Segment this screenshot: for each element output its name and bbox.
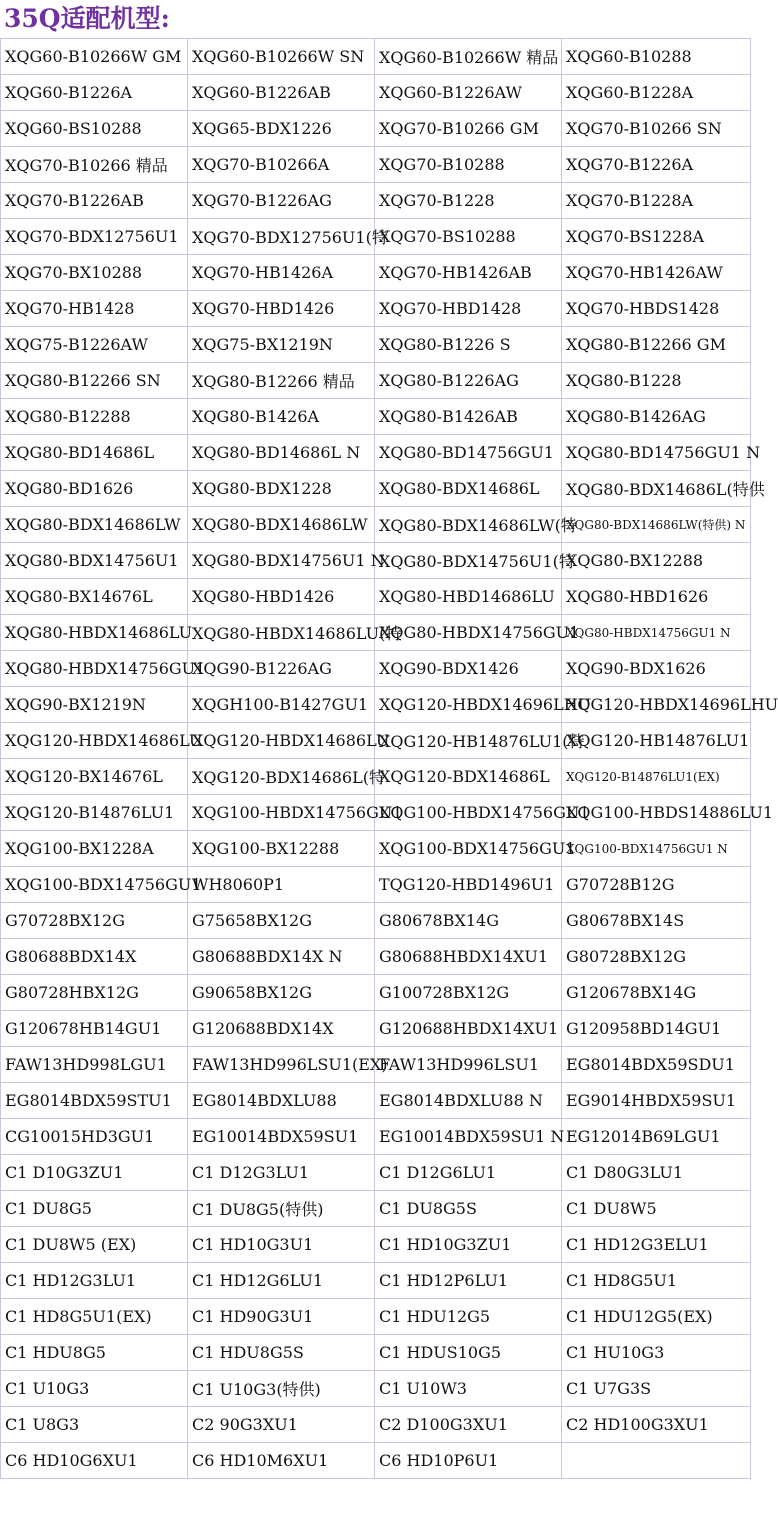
model-cell: XQGH100-B1427GU1 bbox=[188, 687, 375, 723]
model-cell: XQG100-BX1228A bbox=[1, 831, 188, 867]
table-row bbox=[1, 687, 751, 723]
model-cell: C1 DU8W5 bbox=[562, 1191, 751, 1227]
model-cell: XQG70-B10266 GM bbox=[375, 111, 562, 147]
model-cell: XQG120-BX14676L bbox=[1, 759, 188, 795]
model-cell: XQG80-HBD1626 bbox=[562, 579, 751, 615]
model-cell: C1 HDU8G5S bbox=[188, 1335, 375, 1371]
model-cell: XQG80-BDX14686LW(特供) N bbox=[562, 507, 751, 543]
model-cell: C1 HD12P6LU1 bbox=[375, 1263, 562, 1299]
model-cell: XQG70-BS10288 bbox=[375, 219, 562, 255]
table-row bbox=[1, 363, 751, 399]
model-cell: XQG80-HBD14686LU bbox=[375, 579, 562, 615]
model-cell bbox=[562, 1443, 751, 1479]
model-cell: C6 HD10G6XU1 bbox=[1, 1443, 188, 1479]
model-cell: G120688HBDX14XU1 bbox=[375, 1011, 562, 1047]
model-cell: XQG80-HBDX14756GU1 N bbox=[562, 615, 751, 651]
model-cell: C1 DU8W5 (EX) bbox=[1, 1227, 188, 1263]
model-cell: G80688HBDX14XU1 bbox=[375, 939, 562, 975]
model-cell: XQG100-BDX14756GU1 bbox=[375, 831, 562, 867]
model-cell: XQG80-BDX14686LW bbox=[1, 507, 188, 543]
table-row bbox=[1, 147, 751, 183]
model-cell: XQG70-B10288 bbox=[375, 147, 562, 183]
table-row bbox=[1, 1407, 751, 1443]
model-cell: C1 DU8G5 bbox=[1, 1191, 188, 1227]
model-cell: C1 HDU12G5(EX) bbox=[562, 1299, 751, 1335]
model-cell: C1 HDUS10G5 bbox=[375, 1335, 562, 1371]
model-cell: XQG90-BDX1626 bbox=[562, 651, 751, 687]
model-cell: XQG80-BDX14756U1(特 bbox=[375, 543, 562, 579]
model-cell: XQG120-HB14876LU1(特 bbox=[375, 723, 562, 759]
model-cell: C1 DU8G5(特供) bbox=[188, 1191, 375, 1227]
model-cell: EG8014BDXLU88 bbox=[188, 1083, 375, 1119]
model-cell: XQG80-BDX14686LW bbox=[188, 507, 375, 543]
model-cell: G90658BX12G bbox=[188, 975, 375, 1011]
model-cell: XQG80-BDX14686L bbox=[375, 471, 562, 507]
model-cell: C1 HD10G3U1 bbox=[188, 1227, 375, 1263]
model-cell: XQG80-BD14756GU1 bbox=[375, 435, 562, 471]
table-row bbox=[1, 1191, 751, 1227]
model-cell: C1 D10G3ZU1 bbox=[1, 1155, 188, 1191]
model-cell: EG10014BDX59SU1 N bbox=[375, 1119, 562, 1155]
model-cell: XQG90-BX1219N bbox=[1, 687, 188, 723]
model-cell: C1 HD10G3ZU1 bbox=[375, 1227, 562, 1263]
table-row bbox=[1, 759, 751, 795]
model-cell: XQG80-HBDX14686LU bbox=[1, 615, 188, 651]
model-cell: XQG80-BDX14686L(特供 bbox=[562, 471, 751, 507]
model-cell: G75658BX12G bbox=[188, 903, 375, 939]
model-cell: XQG70-HB1428 bbox=[1, 291, 188, 327]
model-cell: XQG120-HB14876LU1 bbox=[562, 723, 751, 759]
model-cell: XQG70-BX10288 bbox=[1, 255, 188, 291]
table-row bbox=[1, 1227, 751, 1263]
table-row bbox=[1, 795, 751, 831]
model-cell: G80678BX14S bbox=[562, 903, 751, 939]
model-cell: C1 D80G3LU1 bbox=[562, 1155, 751, 1191]
table-row bbox=[1, 903, 751, 939]
table-row bbox=[1, 111, 751, 147]
model-cell: XQG80-B12288 bbox=[1, 399, 188, 435]
model-cell: XQG80-BD1626 bbox=[1, 471, 188, 507]
model-cell: XQG60-BS10288 bbox=[1, 111, 188, 147]
model-cell: TQG120-HBD1496U1 bbox=[375, 867, 562, 903]
model-cell: XQG90-B1226AG bbox=[188, 651, 375, 687]
model-cell: FAW13HD998LGU1 bbox=[1, 1047, 188, 1083]
table-row bbox=[1, 651, 751, 687]
model-cell: XQG75-BX1219N bbox=[188, 327, 375, 363]
model-cell: XQG70-B1226AB bbox=[1, 183, 188, 219]
model-cell: C1 U10G3(特供) bbox=[188, 1371, 375, 1407]
model-cell: XQG100-HBDX14756GU1 bbox=[375, 795, 562, 831]
model-cell: C1 HD12G6LU1 bbox=[188, 1263, 375, 1299]
model-cell: C1 HU10G3 bbox=[562, 1335, 751, 1371]
model-cell: XQG80-BD14686L N bbox=[188, 435, 375, 471]
model-cell: XQG70-B1226A bbox=[562, 147, 751, 183]
table-row bbox=[1, 615, 751, 651]
table-row bbox=[1, 255, 751, 291]
model-cell: XQG80-BDX14686LW(特 bbox=[375, 507, 562, 543]
model-cell: XQG120-BDX14686L(特 bbox=[188, 759, 375, 795]
model-cell: XQG100-HBDS14886LU1 bbox=[562, 795, 751, 831]
model-cell: XQG120-B14876LU1(EX) bbox=[562, 759, 751, 795]
model-cell: EG8014BDX59STU1 bbox=[1, 1083, 188, 1119]
model-cell: XQG70-HB1426AW bbox=[562, 255, 751, 291]
model-cell: XQG75-B1226AW bbox=[1, 327, 188, 363]
table-row bbox=[1, 831, 751, 867]
model-cell: XQG70-B1228A bbox=[562, 183, 751, 219]
model-cell: C1 U8G3 bbox=[1, 1407, 188, 1443]
model-cell: C1 D12G6LU1 bbox=[375, 1155, 562, 1191]
model-cell: XQG100-BDX14756GU1 N bbox=[562, 831, 751, 867]
model-cell: XQG80-B12266 GM bbox=[562, 327, 751, 363]
model-cell: XQG120-HBDX14686LU bbox=[1, 723, 188, 759]
model-cell: XQG60-B1226AW bbox=[375, 75, 562, 111]
model-cell: XQG120-B14876LU1 bbox=[1, 795, 188, 831]
model-cell: XQG60-B1228A bbox=[562, 75, 751, 111]
model-cell: XQG60-B10266W 精品 bbox=[375, 39, 562, 75]
model-cell: XQG80-B12266 精品 bbox=[188, 363, 375, 399]
model-cell: XQG100-BDX14756GU1 bbox=[1, 867, 188, 903]
model-cell: C1 HD8G5U1(EX) bbox=[1, 1299, 188, 1335]
model-cell: XQG80-B1228 bbox=[562, 363, 751, 399]
model-cell: FAW13HD996LSU1 bbox=[375, 1047, 562, 1083]
model-cell: C1 DU8G5S bbox=[375, 1191, 562, 1227]
table-row bbox=[1, 1299, 751, 1335]
model-cell: C2 D100G3XU1 bbox=[375, 1407, 562, 1443]
model-cell: XQG70-HBD1428 bbox=[375, 291, 562, 327]
model-cell: WH8060P1 bbox=[188, 867, 375, 903]
model-cell: C1 U7G3S bbox=[562, 1371, 751, 1407]
model-cell: XQG80-BDX14756U1 N bbox=[188, 543, 375, 579]
model-cell: C1 U10W3 bbox=[375, 1371, 562, 1407]
model-cell: XQG70-B10266A bbox=[188, 147, 375, 183]
model-cell: G120958BD14GU1 bbox=[562, 1011, 751, 1047]
model-cell: C2 90G3XU1 bbox=[188, 1407, 375, 1443]
model-cell: XQG100-BX12288 bbox=[188, 831, 375, 867]
model-cell: XQG60-B10288 bbox=[562, 39, 751, 75]
table-row bbox=[1, 1155, 751, 1191]
model-cell: C1 HD8G5U1 bbox=[562, 1263, 751, 1299]
model-cell: XQG80-BX14676L bbox=[1, 579, 188, 615]
model-cell: G80728BX12G bbox=[562, 939, 751, 975]
model-cell: XQG70-B10266 SN bbox=[562, 111, 751, 147]
model-cell: XQG70-BS1228A bbox=[562, 219, 751, 255]
table-row bbox=[1, 939, 751, 975]
model-cell: G120678HB14GU1 bbox=[1, 1011, 188, 1047]
model-cell: CG10015HD3GU1 bbox=[1, 1119, 188, 1155]
table-row bbox=[1, 327, 751, 363]
model-cell: C1 HDU8G5 bbox=[1, 1335, 188, 1371]
table-row bbox=[1, 1335, 751, 1371]
table-row bbox=[1, 399, 751, 435]
table-row bbox=[1, 435, 751, 471]
model-cell: XQG90-BDX1426 bbox=[375, 651, 562, 687]
model-cell: XQG80-BD14756GU1 N bbox=[562, 435, 751, 471]
model-cell: XQG120-HBDX14696LHU bbox=[375, 687, 562, 723]
model-cell: XQG70-B10266 精品 bbox=[1, 147, 188, 183]
model-cell: C1 HD12G3LU1 bbox=[1, 1263, 188, 1299]
model-cell: C6 HD10P6U1 bbox=[375, 1443, 562, 1479]
model-cell: XQG80-B12266 SN bbox=[1, 363, 188, 399]
table-row bbox=[1, 975, 751, 1011]
model-cell: XQG80-HBDX14756GU1 bbox=[1, 651, 188, 687]
model-cell: XQG120-HBDX14686LU bbox=[188, 723, 375, 759]
table-row bbox=[1, 219, 751, 255]
model-cell: XQG70-HBD1426 bbox=[188, 291, 375, 327]
model-cell: XQG80-B1426AB bbox=[375, 399, 562, 435]
model-cell: FAW13HD996LSU1(EX) bbox=[188, 1047, 375, 1083]
table-row bbox=[1, 1443, 751, 1479]
model-cell: EG8014BDXLU88 N bbox=[375, 1083, 562, 1119]
model-cell: G100728BX12G bbox=[375, 975, 562, 1011]
table-row bbox=[1, 1119, 751, 1155]
model-cell: XQG70-BDX12756U1(特 bbox=[188, 219, 375, 255]
model-table-body bbox=[1, 39, 778, 1479]
model-cell: C1 U10G3 bbox=[1, 1371, 188, 1407]
model-table bbox=[0, 38, 778, 1479]
table-row bbox=[1, 291, 751, 327]
model-cell: C1 D12G3LU1 bbox=[188, 1155, 375, 1191]
table-row bbox=[1, 543, 751, 579]
model-cell: G80688BDX14X bbox=[1, 939, 188, 975]
model-cell: C1 HD12G3ELU1 bbox=[562, 1227, 751, 1263]
model-cell: XQG70-HB1426AB bbox=[375, 255, 562, 291]
model-cell: XQG120-HBDX14696LHU bbox=[562, 687, 751, 723]
model-cell: XQG70-BDX12756U1 bbox=[1, 219, 188, 255]
table-row bbox=[1, 183, 751, 219]
model-cell: XQG70-B1226AG bbox=[188, 183, 375, 219]
model-cell: XQG70-B1228 bbox=[375, 183, 562, 219]
model-cell: XQG120-BDX14686L bbox=[375, 759, 562, 795]
table-row bbox=[1, 1047, 751, 1083]
model-cell: XQG80-HBDX14756GU1 bbox=[375, 615, 562, 651]
table-row bbox=[1, 1371, 751, 1407]
model-cell: G70728B12G bbox=[562, 867, 751, 903]
table-row bbox=[1, 1011, 751, 1047]
model-cell: C1 HDU12G5 bbox=[375, 1299, 562, 1335]
model-cell: XQG70-HB1426A bbox=[188, 255, 375, 291]
model-cell: XQG100-HBDX14756GU1 bbox=[188, 795, 375, 831]
table-row bbox=[1, 867, 751, 903]
table-row bbox=[1, 1263, 751, 1299]
model-cell: G80688BDX14X N bbox=[188, 939, 375, 975]
table-row bbox=[1, 75, 751, 111]
table-row bbox=[1, 471, 751, 507]
model-cell: EG9014HBDX59SU1 bbox=[562, 1083, 751, 1119]
model-cell: XQG60-B1226A bbox=[1, 75, 188, 111]
model-cell: XQG80-BDX1228 bbox=[188, 471, 375, 507]
model-cell: C2 HD100G3XU1 bbox=[562, 1407, 751, 1443]
model-cell: G120678BX14G bbox=[562, 975, 751, 1011]
model-cell: XQG80-BD14686L bbox=[1, 435, 188, 471]
page-title: 35Q适配机型: bbox=[4, 4, 170, 33]
table-row bbox=[1, 39, 751, 75]
model-cell: XQG80-B1226 S bbox=[375, 327, 562, 363]
table-row bbox=[1, 1083, 751, 1119]
model-cell: EG12014B69LGU1 bbox=[562, 1119, 751, 1155]
table-row bbox=[1, 507, 751, 543]
model-cell: G80678BX14G bbox=[375, 903, 562, 939]
model-cell: XQG80-B1426AG bbox=[562, 399, 751, 435]
model-cell: EG10014BDX59SU1 bbox=[188, 1119, 375, 1155]
model-cell: XQG60-B10266W GM bbox=[1, 39, 188, 75]
model-cell: XQG80-B1226AG bbox=[375, 363, 562, 399]
model-cell: EG8014BDX59SDU1 bbox=[562, 1047, 751, 1083]
model-cell: XQG70-HBDS1428 bbox=[562, 291, 751, 327]
model-cell: XQG80-BDX14756U1 bbox=[1, 543, 188, 579]
model-cell: XQG60-B10266W SN bbox=[188, 39, 375, 75]
model-cell: C6 HD10M6XU1 bbox=[188, 1443, 375, 1479]
model-cell: G120688BDX14X bbox=[188, 1011, 375, 1047]
table-row bbox=[1, 579, 751, 615]
model-cell: XQG80-HBDX14686LU(特 bbox=[188, 615, 375, 651]
model-cell: G80728HBX12G bbox=[1, 975, 188, 1011]
model-cell: XQG60-B1226AB bbox=[188, 75, 375, 111]
model-cell: XQG65-BDX1226 bbox=[188, 111, 375, 147]
model-cell: C1 HD90G3U1 bbox=[188, 1299, 375, 1335]
model-cell: XQG80-BX12288 bbox=[562, 543, 751, 579]
model-cell: XQG80-B1426A bbox=[188, 399, 375, 435]
model-cell: XQG80-HBD1426 bbox=[188, 579, 375, 615]
model-cell: G70728BX12G bbox=[1, 903, 188, 939]
table-row bbox=[1, 723, 751, 759]
